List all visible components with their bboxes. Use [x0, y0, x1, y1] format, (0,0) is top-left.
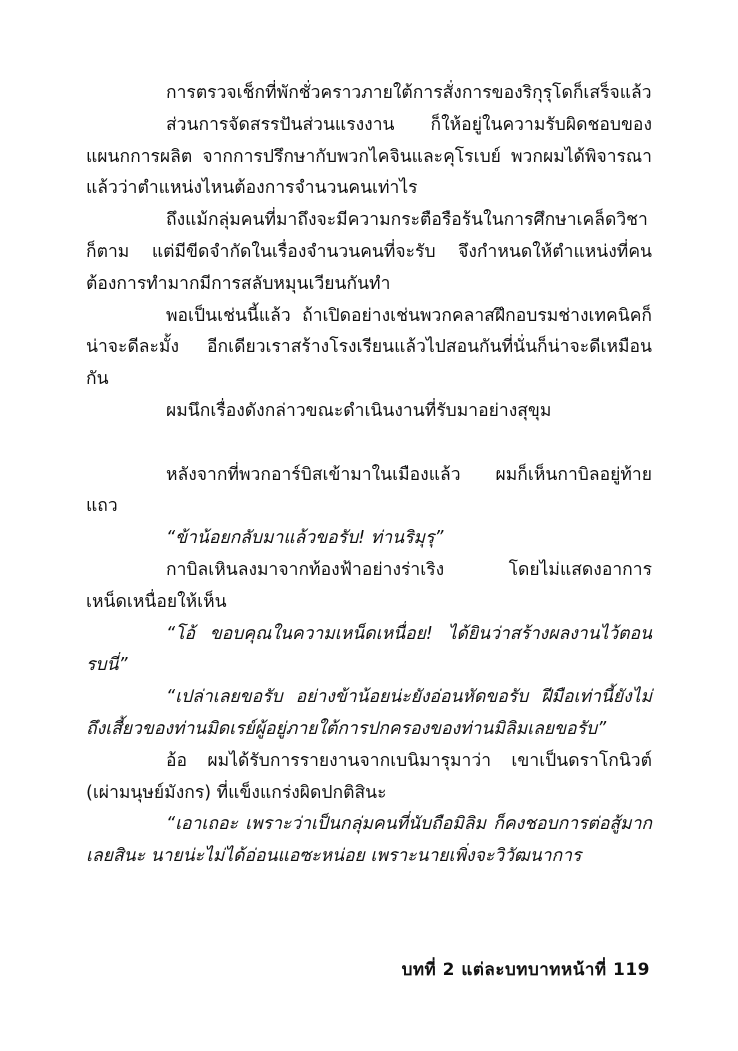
dialogue-3: “เปล่าเลยขอรับ อย่างข้าน้อยน่ะยังอ่อนหัดขอรับ ฝีมือเท่านี้ยังไม่ถึงเสี้ยวของท่านมิดเรย์ผู้อยู่ภายใต้การปกครองของท่านมิลิมเลยขอรับ” [86, 687, 652, 739]
dialogue-2: “โอ้ ขอบคุณในความเหน็ดเหนื่อย! ได้ยินว่าสร้างผลงานไว้ตอนรบนี่” [86, 623, 652, 676]
body-text [86, 78, 652, 873]
scene-break [86, 428, 652, 460]
paragraph-1: การตรวจเช็กที่พักชั่วคราวภายใต้การสั่งการของริกุรุโดก็เสร็จแล้ว [166, 83, 652, 103]
paragraph-6: หลังจากที่พวกอาร์บิสเข้ามาในเมืองแล้ว ผมก็เห็นกาบิลอยู่ท้ายแถว [86, 464, 652, 517]
page-footer: บทที่ 2 แต่ละบทบาทหน้าที่ 119 [401, 960, 650, 980]
paragraph-2: ส่วนการจัดสรรปันส่วนแรงงาน ก็ให้อยู่ในความรับผิดชอบของแผนกการผลิต จากการปรึกษากับพวกไคจินและคุโรเบย์ พวกผมได้พิจารณาแล้วว่าตำแหน่งไหนต้องการจำนวนคนเท่าไร [86, 114, 652, 199]
dialogue-4: “เอาเถอะ เพราะว่าเป็นกลุ่มคนที่นับถือมิลิม ก็คงชอบการต่อสู้มากเลยสินะ นายน่ะไม่ได้อ่อนแอซะหน่อย เพราะนายเพิ่งจะวิวัฒนาการ [86, 814, 652, 867]
paragraph-5: ผมนึกเรื่องดังกล่าวขณะดำเนินงานที่รับมาอย่างสุขุม [166, 400, 552, 421]
paragraph-8: อ้อ ผมได้รับการรายงานจากเบนิมารุมาว่า เขาเป็นดราโกนิวต์ (เผ่ามนุษย์มังกร) ที่แข็งแกร่งผิดปกติสินะ [86, 750, 652, 803]
dialogue-1: “ข้าน้อยกลับมาแล้วขอรับ! ท่านริมุรุ” [166, 528, 444, 549]
paragraph-3: ถึงแม้กลุ่มคนที่มาถึงจะมีความกระตือรือร้นในการศึกษาเคล็ดวิชาก็ตาม แต่มีขีดจำกัดในเรื่องจำนวนคนที่จะรับ จึงกำหนดให้ตำแหน่งที่คนต้องการทำมากมีการสลับหมุนเวียนกันทำ [86, 210, 652, 294]
paragraph-4: พอเป็นเช่นนี้แล้ว ถ้าเปิดอย่างเช่นพวกคลาสฝึกอบรมช่างเทคนิคก็น่าจะดีละมั้ง อีกเดียวเราสร้างโรงเรียนแล้วไปสอนกันที่นั่นก็น่าจะดีเหมือนกัน [86, 305, 652, 390]
paragraph-7: กาบิลเหินลงมาจากท้องฟ้าอย่างร่าเริง โดยไม่แสดงอาการเหน็ดเหนื่อยให้เห็น [86, 559, 652, 612]
